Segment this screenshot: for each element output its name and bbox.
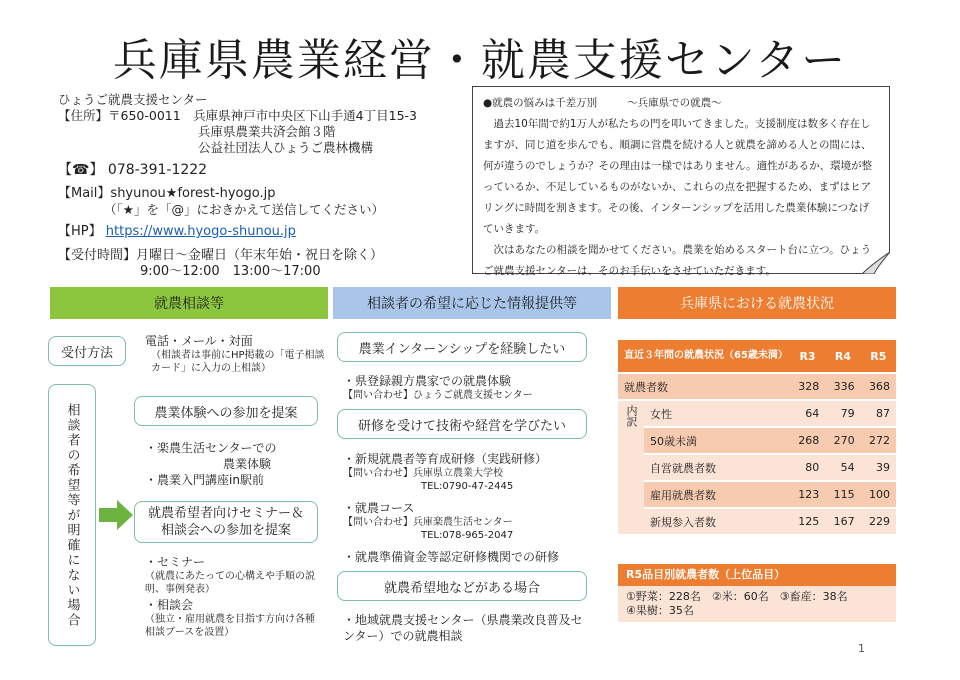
- phone-icon: 【☎】: [58, 162, 104, 178]
- address-line2: 兵庫県農業共済会館３階: [198, 124, 336, 139]
- band-info: 相談者の希望に応じた情報提供等: [333, 287, 611, 319]
- cell: 54: [825, 454, 860, 481]
- region-box: 就農希望地などがある場合: [337, 571, 587, 601]
- table-row: [618, 454, 896, 481]
- cell: 64: [790, 400, 825, 427]
- total-r4: 336: [825, 373, 860, 400]
- sem-item-1: ・セミナー: [145, 555, 206, 569]
- b2-item-2: ・就農コース: [343, 501, 415, 515]
- message-paragraph-2: 次はあなたの相談を聞かせてください。農業を始めるスタート台に立つ。ひょうご就農支援センターは、そのお手伝いをさせていただきます。: [483, 244, 872, 277]
- cell: 123: [790, 481, 825, 508]
- hp-link[interactable]: https://www.hyogo-shunou.jp: [105, 224, 296, 239]
- band-consultation: 就農相談等: [50, 287, 328, 319]
- band-status: 兵庫県における就農状況: [618, 287, 896, 319]
- sem-item-2: ・相談会: [145, 598, 194, 612]
- mail-note: （「★」を「@」におきかえて送信してください）: [104, 202, 384, 217]
- row-label: 雇用就農者数: [644, 481, 790, 508]
- message-paragraph-1: 過去10年間で約1万人が私たちの門を叩いてきました。支援制度は数多く存在しますが、同じ道を歩んでも、順調に営農を続ける人と就農を諦める人との間には、何が違うのでしょうか？その理由は一様ではありません。適性があるか、環境が整っているか、不足しているものがないか、これらの点を把握するため、まずはヒアリングに時間を割きます。その後、インターンシップを活用した農業体験につなげていきます。: [483, 118, 873, 235]
- phone-number[interactable]: 078-391-1222: [107, 162, 208, 178]
- hours-label: 【受付時間】月曜日～金曜日（年末年始・祝日を除く）: [58, 248, 384, 263]
- sem-note-1: （就農にあたっての心構えや手順の説明、事例発表）: [145, 571, 315, 595]
- hours-time: 9:00～12:00 13:00～17:00: [140, 264, 321, 279]
- row-label: 50歳未満: [644, 427, 790, 454]
- table-row: [618, 400, 896, 427]
- message-subheading: ～兵庫県での就農～: [627, 97, 722, 109]
- table-title: 直近３年間の就農状況（65歳未満）: [618, 340, 790, 373]
- b2-item-3: ・就農準備資金等認定研修機関での研修: [343, 550, 560, 564]
- side-box: [48, 384, 96, 646]
- stats-table: [618, 340, 896, 536]
- cell: 80: [790, 454, 825, 481]
- b2-contact-2: 【問い合わせ】兵庫楽農生活センター: [343, 517, 513, 528]
- b1-contact: 【問い合わせ】ひょうご就農支援センター: [343, 390, 533, 401]
- total-label: 就農者数: [618, 373, 790, 400]
- row-label: 自営就農者数: [644, 454, 790, 481]
- exp-item-2: ・農業入門講座in駅前: [145, 473, 264, 487]
- cell: 272: [861, 427, 896, 454]
- year-r3: R3: [790, 340, 825, 373]
- b2-tel-2: TEL:078-965-2047: [421, 530, 514, 541]
- year-r4: R4: [825, 340, 860, 373]
- training-box: 研修を受けて技術や経営を学びたい: [337, 409, 587, 439]
- b3-item: ・地域就農支援センター（県農業改良普及センター）での就農相談: [343, 613, 583, 643]
- cell: 270: [825, 427, 860, 454]
- crops-line-1: ①野菜：228名 ②米：60名 ③畜産：38名: [626, 590, 848, 603]
- seminar-box: 就農希望者向けセミナー＆相談会への参加を提案: [134, 501, 318, 543]
- internship-items: [343, 372, 603, 402]
- row-label: 女性: [644, 400, 790, 427]
- reception-info: [145, 332, 325, 375]
- cell: 268: [790, 427, 825, 454]
- b2-tel-1: TEL:0790-47-2445: [421, 481, 514, 492]
- seminar-items: [145, 553, 323, 639]
- b1-item: ・県登録親方農家での就農体験: [343, 374, 512, 388]
- sem-note-2: （独立・雇用就農を目指す方向け各種相談ブースを設置）: [145, 614, 315, 638]
- cell: 100: [861, 481, 896, 508]
- page-curl-icon: [862, 252, 890, 274]
- mail-address[interactable]: shyunou★forest-hyogo.jp: [110, 186, 276, 201]
- exp-item-1: ・楽農生活センターでの: [145, 441, 277, 455]
- total-r5: 368: [861, 373, 896, 400]
- crops-box: [618, 586, 896, 622]
- experience-box: 農業体験への参加を提案: [134, 396, 318, 426]
- cell: 125: [790, 508, 825, 535]
- reception-note: （相談者は事前にHP掲載の「電子相談カード」に入力の上相談）: [151, 350, 325, 374]
- cell: 167: [825, 508, 860, 535]
- cell: 115: [825, 481, 860, 508]
- internship-box: 農業インターンシップを経験したい: [337, 332, 587, 362]
- training-items: [343, 450, 603, 565]
- message-box: [472, 86, 890, 277]
- crops-line-2: ④果樹：35名: [626, 604, 694, 617]
- arrow-right-icon: [99, 500, 133, 530]
- address: 【住所】〒650-0011 兵庫県神戸市中央区下山手通4丁目15-3: [58, 108, 418, 123]
- crops-title: R5品目別就農者数（上位品目）: [618, 564, 896, 586]
- breakdown-label: [618, 400, 644, 535]
- table-row: [618, 508, 896, 535]
- side-label: 相談者の希望等が明確にない場合: [64, 402, 80, 628]
- cell: 39: [861, 454, 896, 481]
- hp-label: 【HP】: [58, 224, 102, 239]
- reception-box: 受付方法: [48, 336, 126, 366]
- year-r5: R5: [861, 340, 896, 373]
- row-label: 新規参入者数: [644, 508, 790, 535]
- total-r3: 328: [790, 373, 825, 400]
- address-line3: 公益社団法人ひょうご農林機構: [198, 140, 374, 155]
- breakdown-text: 内訳: [625, 405, 638, 427]
- cell: 229: [861, 508, 896, 535]
- org-name: ひょうご就農支援センター: [58, 92, 208, 107]
- exp-item-1b: 農業体験: [223, 457, 272, 471]
- experience-items: [145, 440, 325, 488]
- cell: 87: [861, 400, 896, 427]
- reception-title: 電話・メール・対面: [145, 334, 253, 348]
- page-title: 兵庫県農業経営・就農支援センター: [112, 35, 848, 86]
- table-row: [618, 373, 896, 400]
- table-row: [618, 427, 896, 454]
- b2-item-1: ・新規就農者等育成研修（実践研修）: [343, 452, 548, 466]
- table-row: [618, 481, 896, 508]
- page-number: 1: [858, 642, 865, 655]
- mail-label: 【Mail】: [58, 186, 111, 201]
- message-heading: ●就農の悩みは千差万別: [483, 97, 598, 109]
- b2-contact-1: 【問い合わせ】兵庫県立農業大学校: [343, 468, 503, 479]
- cell: 79: [825, 400, 860, 427]
- contact-info: [58, 92, 417, 280]
